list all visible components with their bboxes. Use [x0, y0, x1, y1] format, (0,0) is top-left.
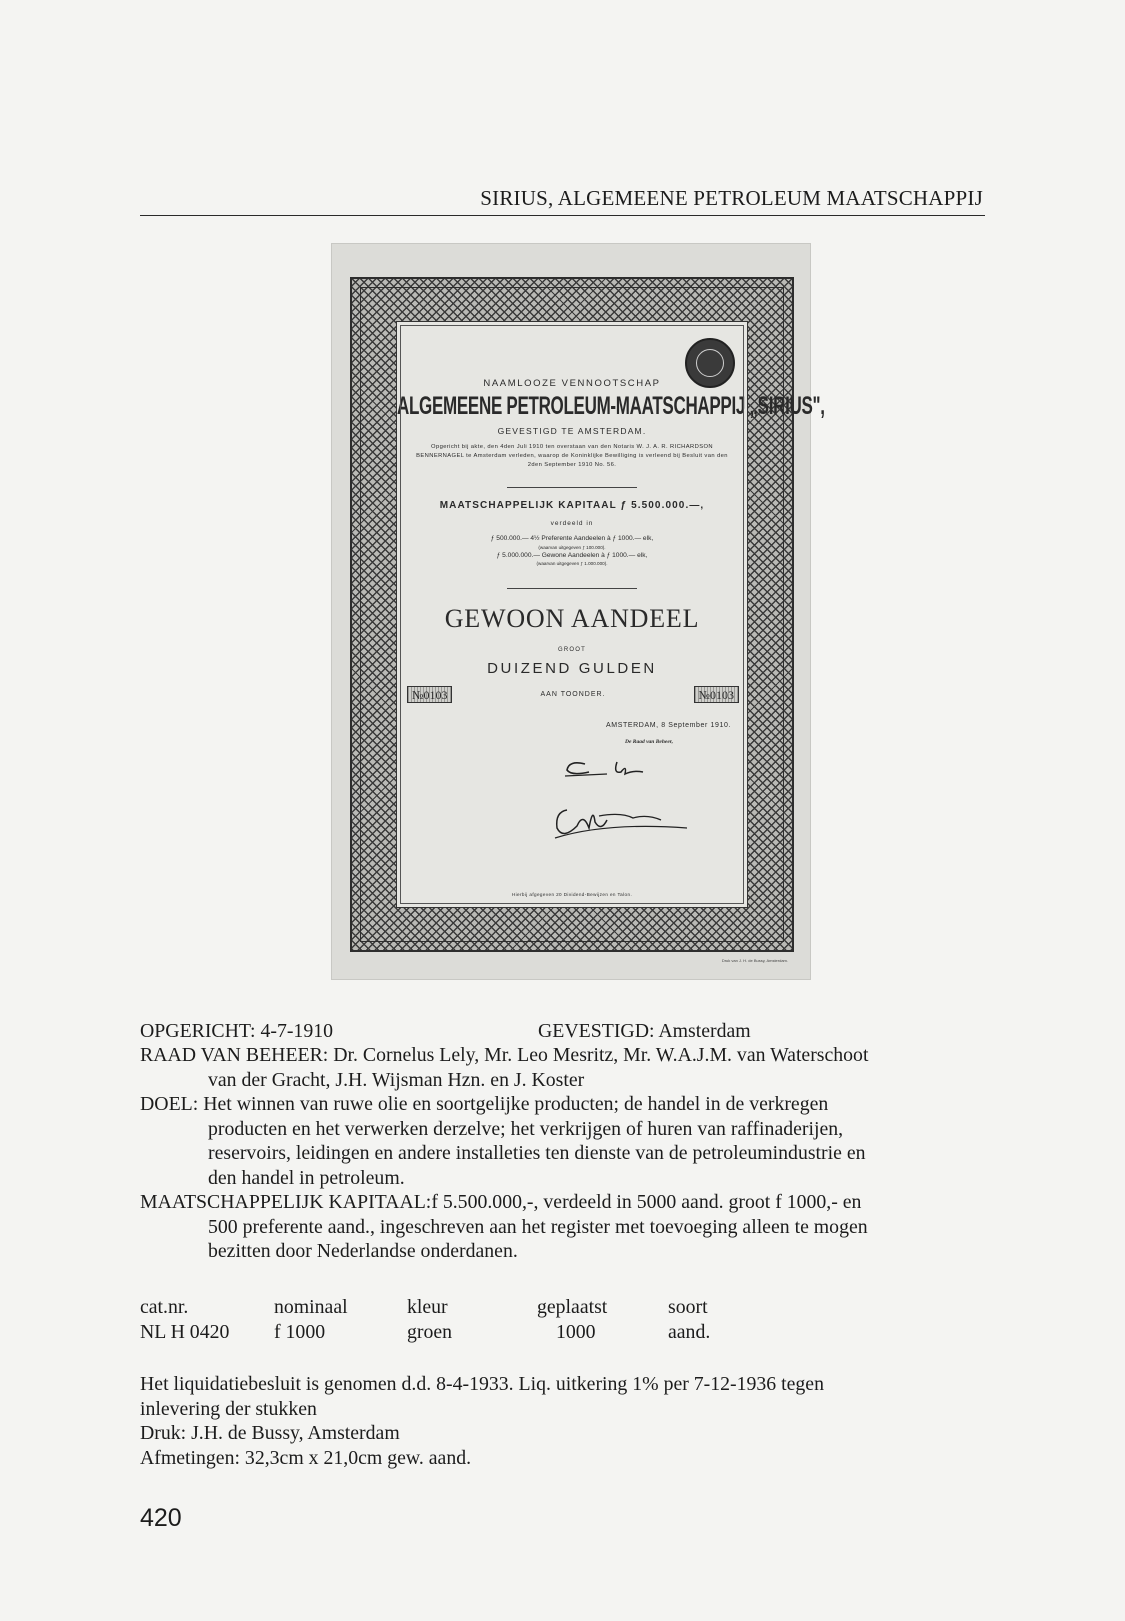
board-label: RAAD VAN BEHEER:	[140, 1044, 329, 1066]
goal-line: Het winnen van ruwe olie en soortgelijke producten; de handel in de verkregen	[203, 1093, 829, 1115]
notes-section	[140, 1372, 824, 1470]
capital-section	[140, 1190, 868, 1264]
certificate-number-right: №0103	[694, 686, 739, 703]
header-rule	[140, 215, 985, 216]
table-cell-color: groen	[407, 1321, 453, 1343]
founded-label: OPGERICHT:	[140, 1020, 256, 1042]
note-line: Druk: J.H. de Bussy, Amsterdam	[140, 1422, 400, 1444]
capital-line: 500 preferente aand., ingeschreven aan het register met toevoeging alleen te mogen	[208, 1215, 868, 1238]
table-header-issued: geplaatst	[537, 1296, 608, 1318]
table-header-color: kleur	[407, 1296, 448, 1318]
certificate-title: GEWOON AANDEEL	[444, 604, 700, 633]
common-shares-sub: (waarvan uitgegeven ƒ 1.000.000).	[536, 561, 608, 566]
certificate-date: AMSTERDAM, 8 September 1910.	[606, 722, 731, 729]
capital-line: f 5.500.000,-, verdeeld in 5000 aand. groot f 1000,- en	[431, 1191, 862, 1213]
share-certificate-image	[331, 243, 825, 980]
running-header: SIRIUS, ALGEMEENE PETROLEUM MAATSCHAPPIJ	[480, 186, 983, 210]
certificate-amount: DUIZEND GULDEN	[487, 660, 657, 677]
certificate-footnote: Hierbij afgegeven 20 Dividend-Bewijzen en Talon.	[511, 892, 633, 897]
goal-line: den handel in petroleum.	[208, 1166, 405, 1189]
signature-2-icon	[537, 792, 697, 848]
title-rule	[507, 588, 637, 589]
table-header-type: soort	[668, 1296, 708, 1318]
founded-value: 4-7-1910	[260, 1020, 333, 1042]
table-cell-issued: 1000	[556, 1321, 596, 1343]
certificate-panel	[396, 321, 825, 908]
certificate-printer: Druk van J. H. de Bussy, Amsterdam.	[721, 958, 788, 963]
certificate-board: De Raad van Beheer,	[625, 739, 673, 745]
note-line: Afmetingen: 32,3cm x 21,0cm gew. aand.	[140, 1446, 472, 1469]
certificate-capital: MAATSCHAPPELIJK KAPITAAL ƒ 5.500.000.—,	[439, 500, 705, 511]
board-section	[140, 1043, 868, 1092]
seat-field	[538, 1019, 751, 1044]
note-line: inlevering der stukken	[140, 1397, 317, 1420]
board-line: van der Gracht, J.H. Wijsman Hzn. en J. Koster	[208, 1068, 585, 1091]
certificate-groot: GROOT	[558, 647, 586, 653]
ornament-divider	[507, 487, 637, 488]
certificate-seat: GEVESTIGD TE AMSTERDAM.	[497, 426, 647, 436]
certificate-company-type: NAAMLOOZE VENNOOTSCHAP	[483, 378, 661, 389]
capital-label: MAATSCHAPPELIJK KAPITAAL:	[140, 1191, 432, 1213]
table-header-nominal: nominaal	[274, 1296, 348, 1318]
signature-1-icon	[547, 750, 667, 790]
board-line: Dr. Cornelus Lely, Mr. Leo Mesritz, Mr. W.A.J.M. van Waterschoot	[333, 1044, 869, 1066]
certificate-share-classes	[407, 534, 737, 567]
goal-line: reservoirs, leidingen en andere installeties ten dienste van de petroleumindustrie en	[208, 1142, 866, 1164]
certificate-founding-text: Opgericht bij akte, den 4den Juli 1910 ten overstaan van den Notaris W. J. A. R. RICHARDSON BENNERNAGEL te Amsterdam verleden, waarop de Koninklijke Bewilliging is verleend bij Besluit van den 2den September 1910 No. 56.	[416, 444, 728, 468]
note-line: Het liquidatiebesluit is genomen d.d. 8-4-1933. Liq. uitkering 1% per 7-12-1936 tegen	[140, 1373, 824, 1395]
common-shares-line: ƒ 5.000.000.— Gewone Aandeelen à ƒ 1000.— elk,	[496, 551, 648, 559]
preferred-shares-line: ƒ 500.000.— 4½ Preferente Aandeelen à ƒ 1000.— elk,	[490, 535, 654, 542]
page-number: 420	[140, 1504, 182, 1532]
table-cell-type: aand.	[668, 1321, 711, 1343]
seat-value: Amsterdam	[658, 1020, 751, 1042]
goal-line: producten en het verwerken derzelve; het verkrijgen of huren van raffinaderijen,	[208, 1117, 844, 1140]
capital-line: bezitten door Nederlandse onderdanen.	[208, 1240, 518, 1262]
certificate-border	[350, 277, 825, 952]
preferred-shares-sub: (waarvan uitgegeven ƒ 100.000).	[538, 544, 606, 550]
founded-row	[140, 1019, 985, 1044]
certificate-divided: verdeeld in	[550, 520, 594, 527]
seat-label: GEVESTIGD:	[538, 1020, 655, 1042]
certificate-number-row	[407, 686, 739, 703]
goal-label: DOEL:	[140, 1093, 199, 1115]
certificate-number-left: №0103	[407, 686, 452, 703]
certificate-bearer: AAN TOONDER.	[540, 691, 606, 698]
certificate-company-name: ALGEMEENE PETROLEUM-MAATSCHAPPIJ „SIRIUS",	[397, 392, 825, 420]
table-cell-catnr: NL H 0420	[140, 1321, 230, 1343]
table-header-catnr: cat.nr.	[140, 1296, 189, 1318]
goal-section	[140, 1092, 866, 1190]
table-cell-nominal: f 1000	[274, 1321, 326, 1343]
